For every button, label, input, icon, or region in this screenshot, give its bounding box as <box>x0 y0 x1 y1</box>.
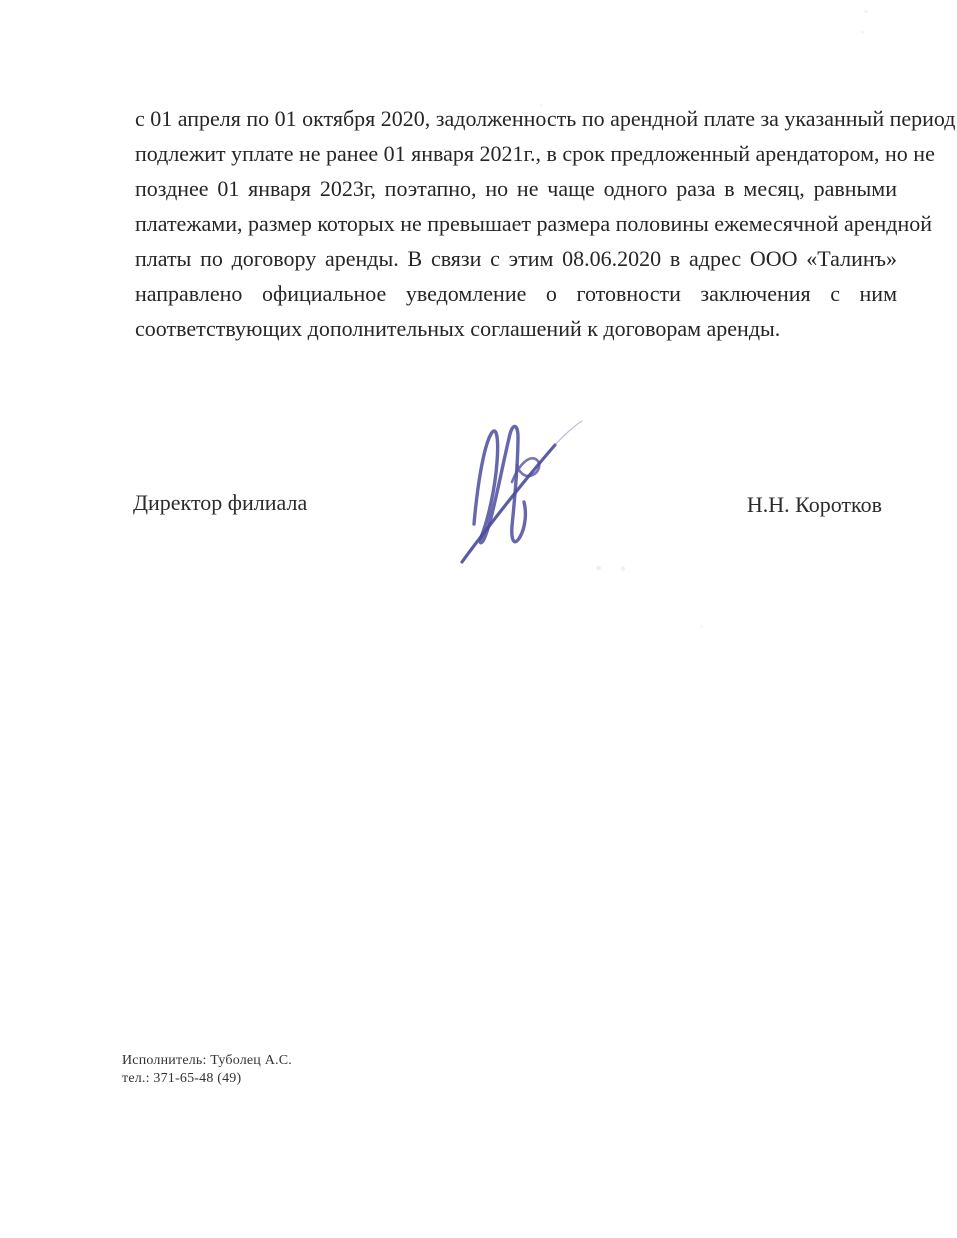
paragraph-line: подлежит уплате не ранее 01 января 2021г., в срок предложенный арендатором, но не <box>135 141 935 166</box>
scan-speck <box>540 104 543 107</box>
scan-speck <box>861 31 864 34</box>
phone-line: тел.: 371-65-48 (49) <box>122 1071 242 1086</box>
paragraph-line: соответствующих дополнительных соглашений к договорам аренды. <box>135 316 781 341</box>
paragraph-line: направлено официальное уведомление о готовности заключения с ним <box>135 281 897 306</box>
paragraph-line: платежами, размер которых не превышает размера половины ежемесячной арендной <box>135 211 933 236</box>
paragraph-line: позднее 01 января 2023г, поэтапно, но не чаще одного раза в месяц, равными <box>135 176 897 201</box>
paragraph-line: платы по договору аренды. В связи с этим 08.06.2020 в адрес ООО «Талинъ» <box>135 246 897 271</box>
letter-paragraph <box>135 101 956 346</box>
scan-speck <box>700 625 703 628</box>
paragraph-line: с 01 апреля по 01 октября 2020, задолженность по арендной плате за указанный период <box>135 106 956 131</box>
scan-speck <box>864 10 868 13</box>
executor-line: Исполнитель: Туболец А.С. <box>122 1053 292 1068</box>
signature-block <box>133 490 882 518</box>
scan-speck <box>621 566 625 571</box>
signer-name: Н.Н. Коротков <box>746 492 882 517</box>
position-title: Директор филиала <box>133 490 308 515</box>
scan-speck <box>596 566 601 570</box>
executor-footer <box>122 1052 292 1088</box>
